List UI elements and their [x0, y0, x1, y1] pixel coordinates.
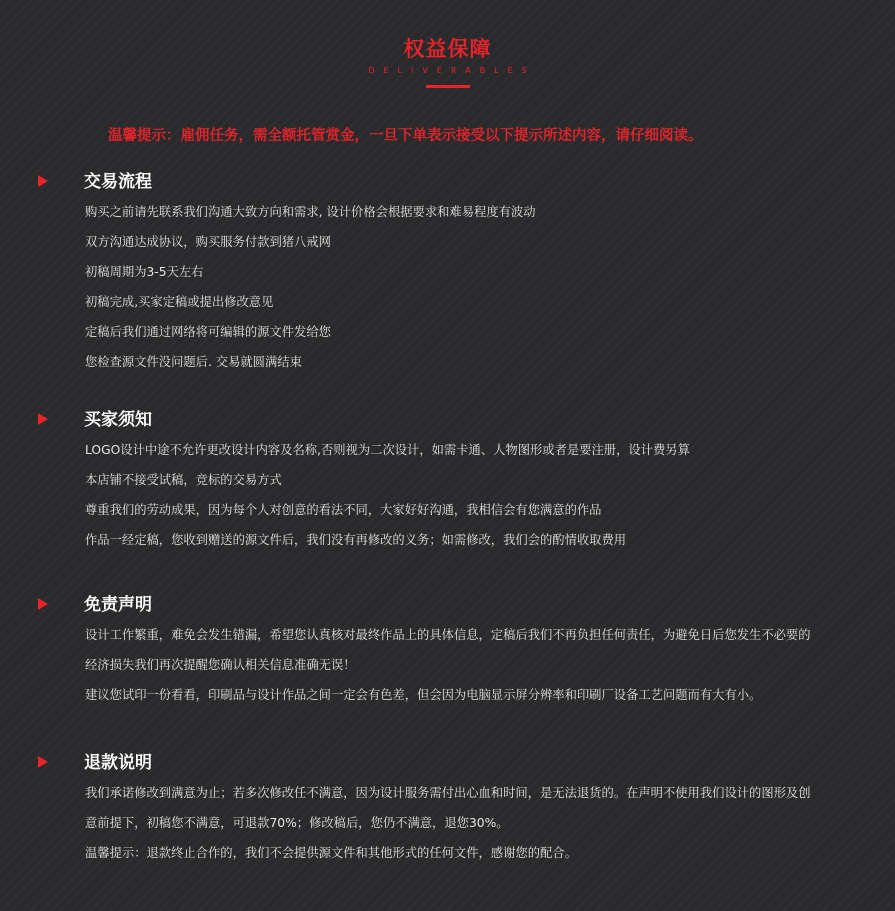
- section-lines: [85, 435, 875, 555]
- warning-notice: 温馨提示：雇佣任务，需全额托管赏金，一旦下单表示接受以下提示所述内容，请仔细阅读。: [108, 128, 703, 144]
- section-line: 作品一经定稿，您收到赠送的源文件后，我们没有再修改的义务；如需修改，我们会的酌情收取费用: [85, 533, 627, 547]
- red-triangle-arrow-icon: [38, 413, 48, 425]
- page-title: 权益保障: [403, 37, 492, 61]
- section-line: LOGO设计中途不允许更改设计内容及名称,否则视为二次设计，如需卡通、人物图形或者是要注册，设计费另算: [85, 443, 690, 457]
- section-line: 设计工作繁重，难免会发生错漏，希望您认真核对最终作品上的具体信息，定稿后我们不再负担任何责任，为避免日后您发生不必要的: [85, 628, 811, 642]
- section-line: 尊重我们的劳动成果，因为每个人对创意的看法不同，大家好好沟通，我相信会有您满意的作品: [85, 503, 602, 517]
- section-line: 双方沟通达成协议，购买服务付款到猪八戒网: [85, 235, 331, 249]
- red-triangle-arrow-icon: [38, 598, 48, 610]
- section-lines: [85, 778, 875, 868]
- section-title: 退款说明: [84, 753, 152, 773]
- section-line: 我们承诺修改到满意为止；若多次修改任不满意，因为设计服务需付出心血和时间，是无法退货的。在声明不使用我们设计的图形及创: [85, 786, 811, 800]
- section-line: 定稿后我们通过网络将可编辑的源文件发给您: [85, 325, 331, 339]
- section-line: 初稿周期为3-5天左右: [85, 265, 204, 279]
- page-subtitle: DELIVERABLES: [368, 66, 536, 75]
- page-header: [0, 36, 895, 88]
- section-title: 交易流程: [84, 172, 152, 192]
- section-line: 建议您试印一份看看，印刷品与设计作品之间一定会有色差，但会因为电脑显示屏分辨率和印刷厂设备工艺问题而有大有小。: [85, 688, 762, 702]
- section-title: 买家须知: [84, 410, 152, 430]
- section-line: 购买之前请先联系我们沟通大致方向和需求, 设计价格会根据要求和难易程度有波动: [85, 205, 536, 219]
- section-line: 经济损失我们再次提醒您确认相关信息准确无误！: [85, 658, 356, 672]
- section-line: 意前提下，初稿您不满意，可退款70%；修改稿后，您仍不满意，退您30%。: [85, 816, 509, 830]
- section-line: 本店铺不接受试稿，竞标的交易方式: [85, 473, 282, 487]
- section-line: 您检查源文件没问题后. 交易就圆满结束: [85, 355, 302, 369]
- title-underline: [426, 85, 470, 88]
- section-title: 免责声明: [84, 595, 152, 615]
- section-line: 初稿完成,买家定稿或提出修改意见: [85, 295, 274, 309]
- section-line: 温馨提示：退款终止合作的，我们不会提供源文件和其他形式的任何文件，感谢您的配合。: [85, 846, 577, 860]
- red-triangle-arrow-icon: [38, 756, 48, 768]
- red-triangle-arrow-icon: [38, 175, 48, 187]
- section-lines: [85, 197, 875, 377]
- section-lines: [85, 620, 875, 710]
